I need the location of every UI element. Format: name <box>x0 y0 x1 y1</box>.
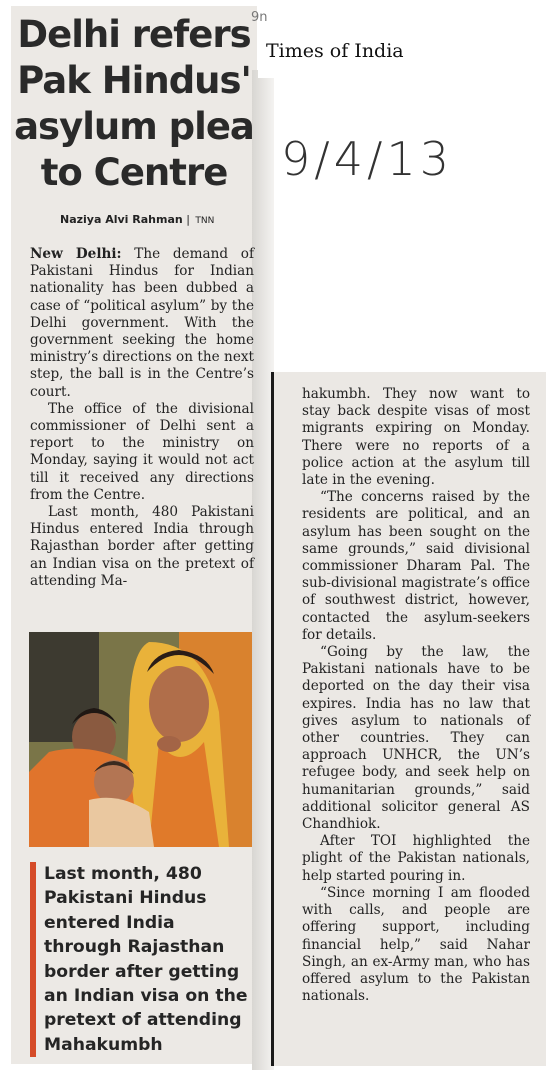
article-column-1 <box>30 246 254 590</box>
byline-agency: TNN <box>195 216 215 226</box>
article-photo <box>29 632 252 847</box>
paragraph <box>30 246 254 401</box>
paragraph: hakumbh. They now want to stay back despite visas of most migrants expiring on Monday. There were no reports of a police action at the asylum till late in the evening. <box>302 386 530 489</box>
headline-line: asylum plea <box>14 105 254 148</box>
paragraph: Last month, 480 Pakistani Hindus entered India through Rajasthan border after getting an Indian visa on the pretext of attending Ma- <box>30 504 254 589</box>
pull-quote: Last month, 480 Pakistani Hindus entered India through Rajasthan border after getting an Indian visa on the pretext of attending Mahakumbh <box>30 862 252 1057</box>
paragraph: “Since morning I am flooded with calls, and people are offering support, including financial help,” said Nahar Singh, an ex-Army man, who has offered asylum to the Pakistan nationals. <box>302 884 530 1005</box>
handwritten-date: 9/4/13 <box>277 118 472 217</box>
paragraph: “Going by the law, the Pakistani nationals have to be deported on the day their visa expires. India has no law that gives asylum to nationals of other countries. They can approach UNHCR, the UN’s refugee body, and seek help on humanitarian grounds,” said additional solicitor general AS Chandhiok. <box>302 644 530 833</box>
paragraph-text: The demand of Pakistani Hindus for Indian nationality has been dubbed a case of “political asylum” by the Delhi government. With the government seeking the home ministry’s directions on the next step, the ball is in the Centre’s court. <box>30 246 254 400</box>
headline-line: to Centre <box>40 151 228 194</box>
byline-author: Naziya Alvi Rahman <box>60 213 183 226</box>
dateline: New Delhi: <box>30 246 122 262</box>
headline-line: Pak Hindus' <box>17 59 251 102</box>
paragraph: The office of the divisional commissioner of Delhi sent a report to the ministry on Monday, saying it would not act till it received any directions from the Centre. <box>30 400 254 503</box>
byline: Naziya Alvi Rahman | TNN <box>60 213 215 226</box>
corner-scribble: 9n <box>251 10 268 25</box>
paragraph: After TOI highlighted the plight of the Pakistan nationals, help started pouring in. <box>302 833 530 884</box>
headline-line: Delhi refers <box>17 13 251 56</box>
photo-illustration <box>29 632 252 847</box>
paragraph: “The concerns raised by the residents are political, and an asylum has been sought on the same grounds,” said divisional commissioner Dharam Pal. The sub-divisional magistrate’s office of southwest district, however, contacted the asylum-seekers for details. <box>302 489 530 643</box>
headline <box>14 12 254 196</box>
article-column-2 <box>302 386 530 1005</box>
source-label: Times of India <box>258 38 504 78</box>
